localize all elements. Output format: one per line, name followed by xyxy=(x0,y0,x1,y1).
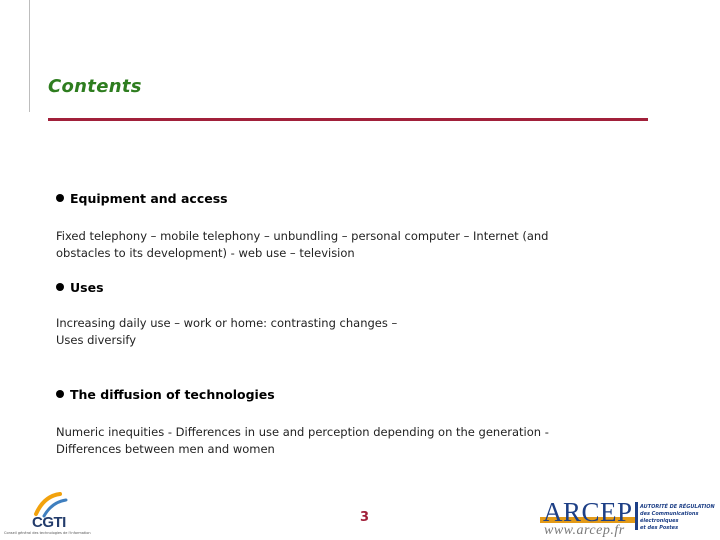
cgti-logo xyxy=(4,492,94,538)
arcep-side-line: des Communications électroniques xyxy=(640,511,699,524)
arcep-logo xyxy=(540,496,720,540)
arcep-side-line: AUTORITÉ DE RÉGULATION xyxy=(640,504,715,510)
section-body-uses xyxy=(56,315,616,349)
arcep-wordmark: ARCEP xyxy=(543,497,633,527)
page-number: 3 xyxy=(360,510,370,525)
slide-title: Contents xyxy=(48,76,142,97)
section-body-diffusion xyxy=(56,424,616,458)
section-body-equipment xyxy=(56,228,616,262)
cgti-wordmark: CGTI xyxy=(32,514,66,531)
body-line: Increasing daily use – work or home: contrasting changes – xyxy=(56,316,398,330)
section-heading-text: The diffusion of technologies xyxy=(70,387,275,402)
bullet-icon xyxy=(56,390,64,398)
arcep-side-line: et des Postes xyxy=(640,525,679,531)
body-line: Numeric inequities - Differences in use and perception depending on the generation - xyxy=(56,425,549,439)
bullet-icon xyxy=(56,283,64,291)
section-heading-uses xyxy=(56,280,104,295)
body-line: Fixed telephony – mobile telephony – unbundling – personal computer – Internet (and xyxy=(56,229,549,243)
left-vertical-rule xyxy=(29,0,30,112)
section-heading-text: Uses xyxy=(70,280,104,295)
arcep-side-text xyxy=(640,504,720,532)
arcep-divider xyxy=(635,502,638,530)
body-line: Uses diversify xyxy=(56,333,137,347)
section-heading-equipment xyxy=(56,191,228,206)
body-line: Differences between men and women xyxy=(56,442,275,456)
title-underline xyxy=(48,118,648,121)
section-heading-diffusion xyxy=(56,387,275,402)
section-heading-text: Equipment and access xyxy=(70,191,228,206)
bullet-icon xyxy=(56,194,64,202)
cgti-tagline: Conseil général des technologies de l'information xyxy=(4,531,91,535)
body-line: obstacles to its development) - web use – television xyxy=(56,246,355,260)
arcep-url: www.arcep.fr xyxy=(544,523,625,538)
